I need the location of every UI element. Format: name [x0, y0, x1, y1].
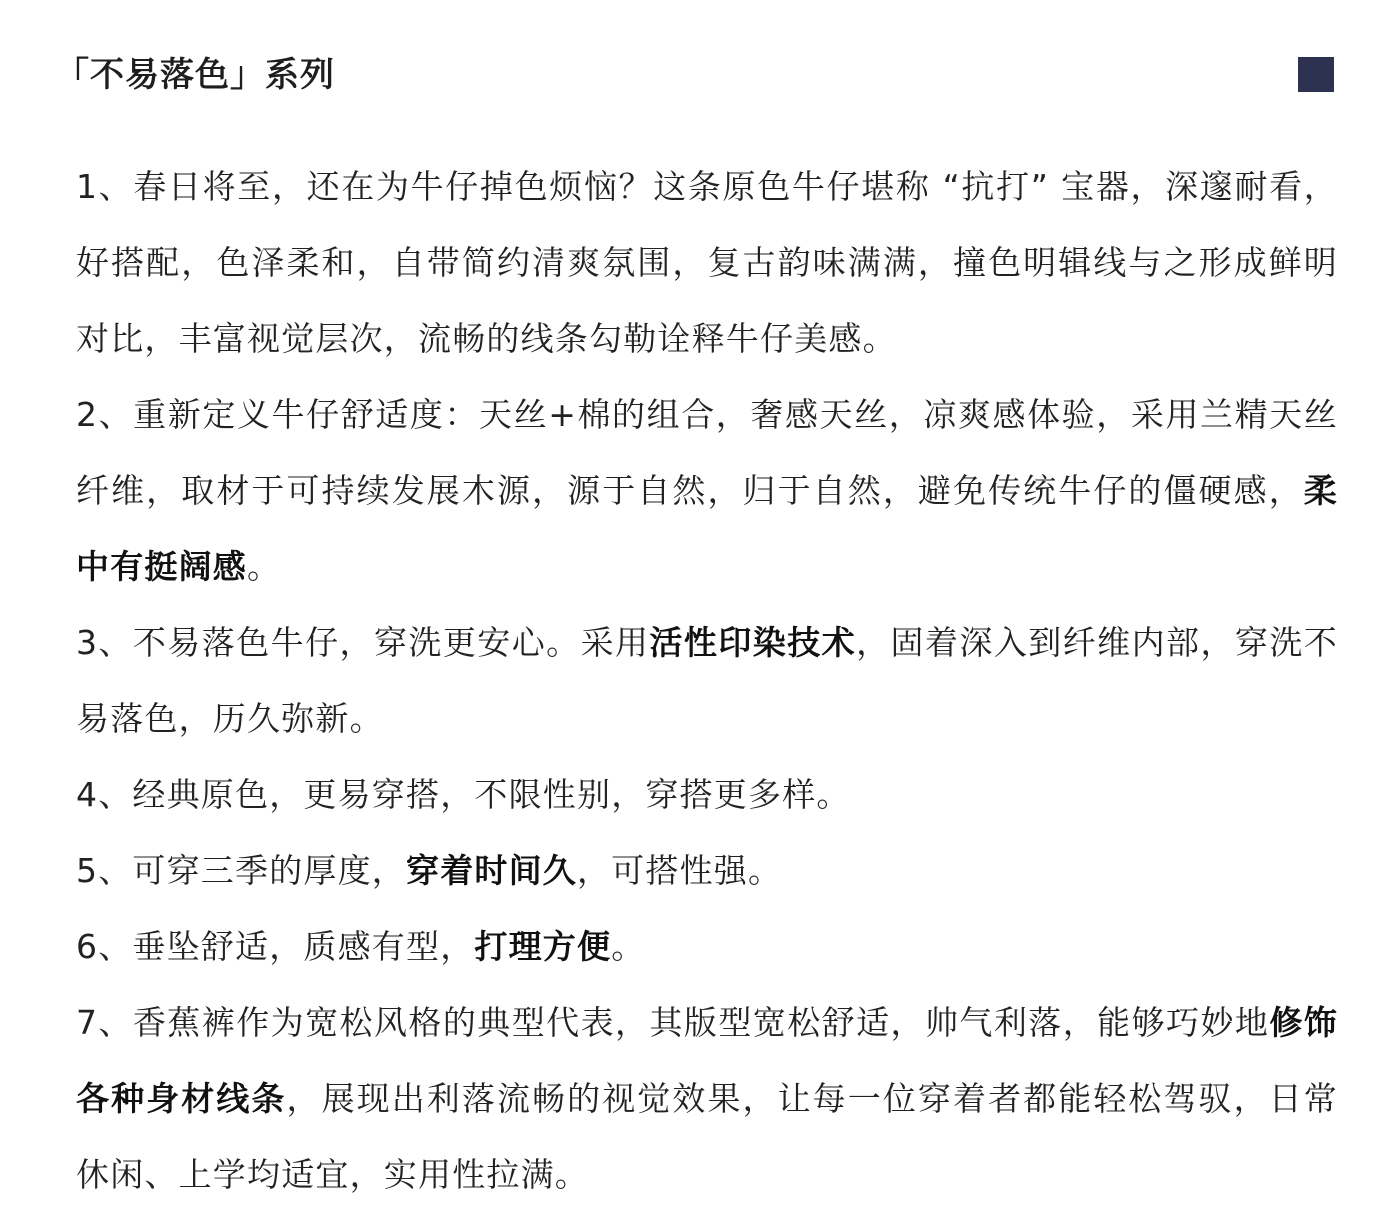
feature-highlight: 打理方便: [474, 927, 612, 966]
page-title: 「不易落色」系列: [55, 55, 335, 95]
feature-text: ，可搭性强。: [577, 851, 783, 890]
feature-text: 3、不易落色牛仔，穿洗更安心。采用: [76, 623, 650, 662]
feature-highlight: 穿着时间久: [406, 851, 577, 890]
feature-item-4: [76, 757, 1338, 833]
feature-item-1: [76, 149, 1338, 377]
feature-highlight: 活性印染技术: [649, 623, 857, 662]
feature-item-7: [76, 985, 1338, 1213]
feature-item-3: [76, 605, 1338, 757]
feature-text: 7、香蕉裤作为宽松风格的典型代表，其版型宽松舒适，帅气利落，能够巧妙地: [76, 1003, 1270, 1042]
feature-text: ，展现出利落流畅的视觉效果，让每一位穿着者都能轻松驾驭，日常休闲、上学均适宜，实用性拉满。: [76, 1079, 1339, 1194]
feature-text: ，固着深入到纤维内部，穿洗不易落色，历久弥新。: [76, 623, 1338, 738]
feature-text: 6、垂坠舒适，质感有型，: [76, 927, 475, 966]
feature-item-2: [76, 377, 1338, 605]
feature-text: 4、经典原色，更易穿搭，不限性别，穿搭更多样。: [76, 775, 851, 814]
feature-text: 。: [247, 547, 282, 586]
feature-item-6: [76, 909, 1338, 985]
feature-highlight: 修饰各种身材线条: [76, 1003, 1338, 1118]
feature-highlight: 柔中有挺阔感: [76, 471, 1338, 586]
feature-item-5: [76, 833, 1338, 909]
feature-text: 5、可穿三季的厚度，: [76, 851, 406, 890]
feature-list: [76, 149, 1338, 1213]
feature-text: 2、重新定义牛仔舒适度：天丝+棉的组合，奢感天丝，凉爽感体验，采用兰精天丝纤维，取材于可持续发展木源，源于自然，归于自然，避免传统牛仔的僵硬感，: [76, 395, 1338, 510]
corner-square-mark: [1298, 57, 1334, 92]
feature-text: 。: [611, 927, 646, 966]
feature-text: 1、春日将至，还在为牛仔掉色烦恼？这条原色牛仔堪称 “抗打” 宝器，深邃耐看，好搭配，色泽柔和，自带简约清爽氛围，复古韵味满满，撞色明辑线与之形成鲜明对比，丰富视觉层次，流畅的线条勾勒诠释牛仔美感。: [76, 167, 1338, 358]
